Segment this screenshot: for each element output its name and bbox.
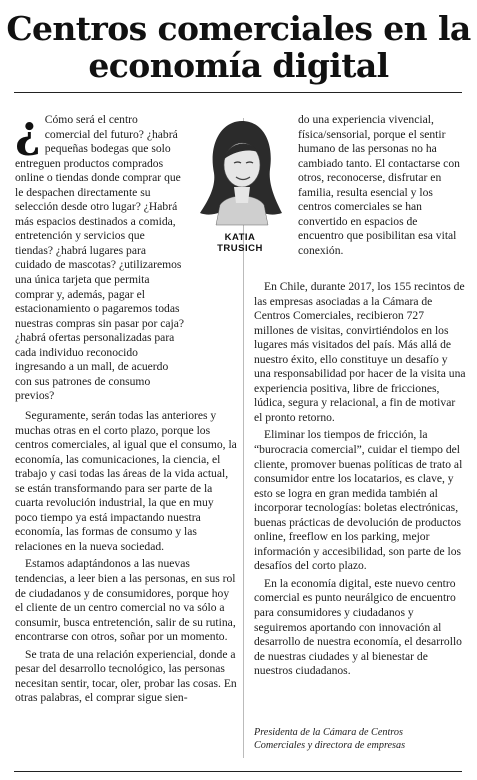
right-column-top: [298, 113, 466, 261]
headline-line-2: economía digital: [88, 46, 389, 85]
paragraph-2: Seguramente, serán todas las anteriores y muchas otras en el corto plazo, porque los centros comerciales, al igual que el consumo, la economía, las comunicaciones, la ciencia, el trabajo y casi todas las áreas de la vida actual, se están transformando para ser parte de la cuarta revolución industrial, la que en muy poco tiempo ya está impactando nuestra economía, las formas de consumo y las relaciones en la nueva sociedad.: [15, 409, 237, 553]
drop-cap: ¿: [15, 107, 41, 158]
author-signature: [254, 726, 464, 752]
author-name: [195, 232, 285, 254]
right-column-body: [254, 280, 466, 682]
author-first-name: KATIA: [224, 232, 256, 243]
paragraph-6: En Chile, durante 2017, los 155 recintos de las empresas asociadas a la Cámara de Centros Comerciales, recibieron 727 millones de visitas, convirtiéndolos en los lugares más visitados del país. Más allá de nuestro éxito, ello constituye un desafío y una responsabilidad por hacer de la visita una experiencia positiva, libre de fricciones, lúdica, segura y relacional, a fin de motivar el pronto retorno.: [254, 280, 466, 424]
headline-top-rule: [14, 92, 462, 93]
paragraph-3: Estamos adaptándonos a las nuevas tendencias, a leer bien a las personas, en sus rol de ciudadanos y de consumidores, porque hoy el cliente de un centro comercial no va sólo a consumir, busca entretención, salir de su rutina, encontrarse con otros, soñar por un momento.: [15, 557, 236, 644]
paragraph-1: [15, 107, 185, 404]
paragraph-8: En la economía digital, este nuevo centro comercial es punto neurálgico de encuentro para consumidores y ciudadanos y seguiremos aportando con innovación al desarrollo de nuestra economía, el desarrollo de nuestras ciudades y al bienestar de nuestros ciudadanos.: [254, 576, 462, 678]
author-last-name: TRUSICH: [217, 243, 263, 254]
left-column-body: [15, 409, 238, 709]
signature-line-2: Comerciales y directora de empresas: [254, 740, 406, 751]
left-column-top: [15, 107, 185, 407]
footer-rule: [14, 771, 462, 772]
paragraph-4: Se trata de una relación experiencial, donde a pesar del desarrollo tecnológico, las personas necesitan sentir, tocar, oler, probar las cosas. En otras palabras, el comprar sigue sien-: [15, 647, 237, 705]
paragraph-5: do una experiencia vivencial, física/sensorial, porque el sentir humano de las personas no ha cambiado tanto. El contactarse con otros, reconocerse, disfrutar en familia, resulta esencial y los centros comerciales se han convertido en espacios de encuentro que posibilitan esa vital conexión.: [298, 113, 460, 257]
author-portrait-illustration: [190, 113, 290, 228]
paragraph-1-text: Cómo será el centro comercial del futuro? ¿habrá pequeñas bodegas que solo entreguen productos comprados online o tiendas donde comprar que le despachen directamente su selección desde otro lugar? ¿Habrá más espacios destinados a comida, entretención y servicios que tiendas? ¿habrá lugares para cuidado de mascotas? ¿utilizaremos una única tarjeta que permita comprar y, además, pagar el estacionamiento o pagaremos todas nuestras compras sin pasar por caja? ¿habrá ofertas personalizadas para cada individuo reconocido ingresando a un mall, de acuerdo con sus patrones de consumo previos?: [15, 113, 185, 403]
paragraph-7: Eliminar los tiempos de fricción, la “burocracia comercial”, cuidar el tiempo del cliente, promover buenas políticas de trato al consumidor entre los locatarios, es clave, y esto se logra en gran medida también al incorporar tecnologías: boletas electrónicas, buenas prácticas de devolución de productos online, freeflow en los parking, mejor información y accesibilidad, son parte de los desafíos del corto plazo.: [254, 428, 463, 573]
author-portrait: [190, 113, 290, 228]
headline: [0, 10, 477, 84]
headline-line-1: Centros comerciales en la: [6, 9, 471, 48]
signature-line-1: Presidenta de la Cámara de Centros: [254, 727, 403, 738]
